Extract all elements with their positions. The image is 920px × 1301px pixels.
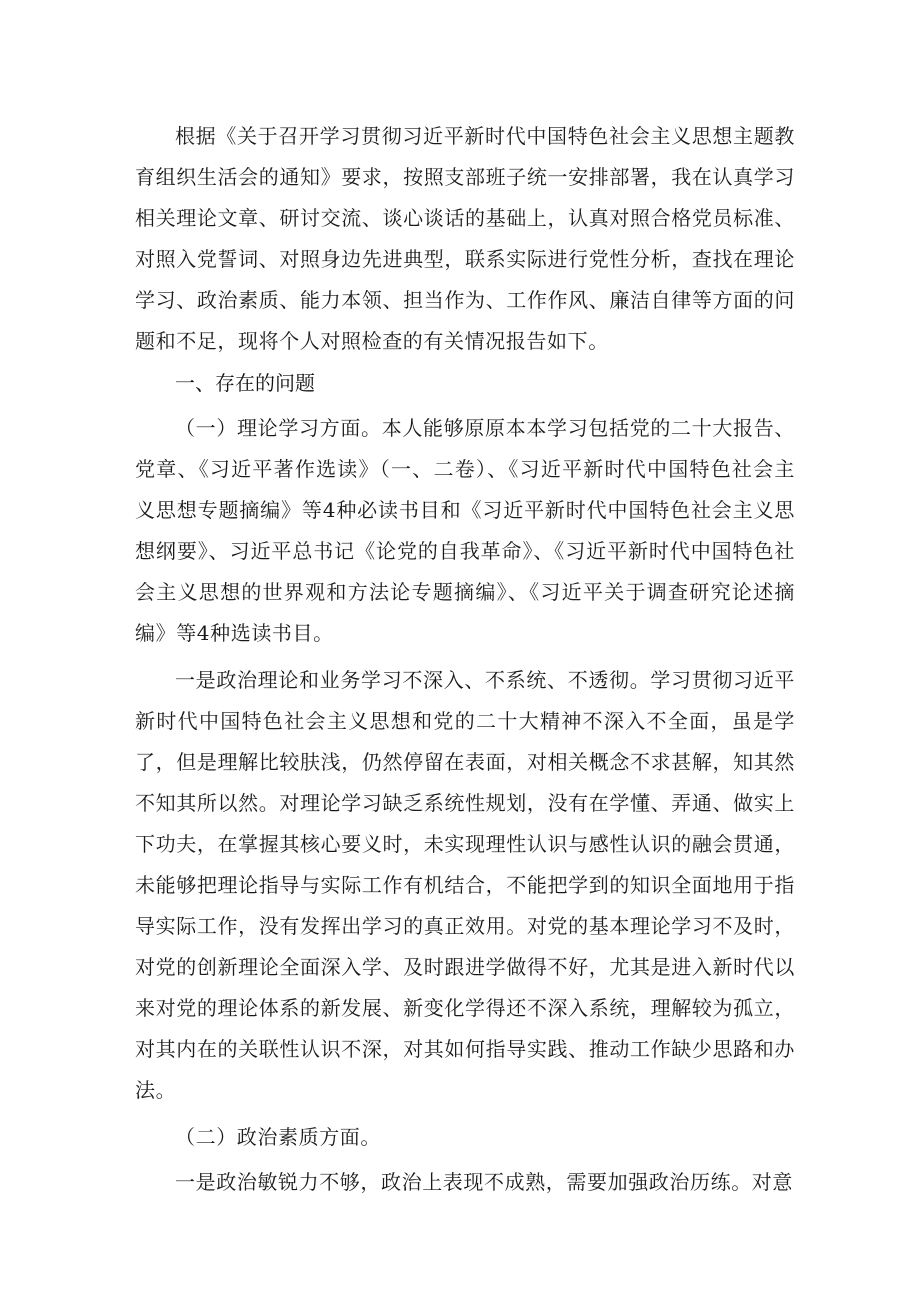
section-heading-problems: 一、存在的问题 (175, 371, 315, 395)
political-point-one-paragraph: 一是政治敏锐力不够，政治上表现不成熟，需要加强政治历练。对意 (175, 1170, 793, 1194)
intro-paragraph: 根据《关于召开学习贯彻习近平新时代中国特色社会主义思想主题教育组织生活会的通知》要求，按照支部班子统一安排部署，我在认真学习相关理论文章、研讨交流、谈心谈话的基础上，认真对照合格党员标准、对照入党誓词、对照身边先进典型，联系实际进行党性分析，查找在理论学习、政治素质、能力本领、担当作为、工作作风、廉洁自律等方面的问题和不足，现将个人对照检查的有关情况报告如下。 (135, 124, 795, 353)
theory-study-paragraph: （一）理论学习方面。本人能够原原本本学习包括党的二十大报告、党章、《习近平著作选读》（一、二卷）、《习近平新时代中国特色社会主义思想专题摘编》等4种必读书目和《习近平新时代中国特色社会主义思想纲要》、习近平总书记《论党的自我革命》、《习近平新时代中国特色社会主义思想的世界观和方法论专题摘编》、《习近平关于调查研究论述摘编》等4种选读书目。 (135, 416, 795, 645)
theory-point-one-paragraph: 一是政治理论和业务学习不深入、不系统、不透彻。学习贯彻习近平新时代中国特色社会主义思想和党的二十大精神不深入不全面，虽是学了，但是理解比较肤浅，仍然停留在表面，对相关概念不求甚解，知其然不知其所以然。对理论学习缺乏系统性规划，没有在学懂、弄通、做实上下功夫，在掌握其核心要义时，未实现理性认识与感性认识的融会贯通，未能够把理论指导与实际工作有机结合，不能把学到的知识全面地用于指导实际工作，没有发挥出学习的真正效用。对党的基本理论学习不及时，对党的创新理论全面深入学、及时跟进学做得不好，尤其是进入新时代以来对党的理论体系的新发展、新变化学得还不深入系统，理解较为孤立，对其内在的关联性认识不深，对其如何指导实践、推动工作缺少思路和办法。 (135, 668, 795, 1102)
document-body (135, 116, 795, 1203)
political-quality-subheading: （二）政治素质方面。 (175, 1125, 381, 1149)
